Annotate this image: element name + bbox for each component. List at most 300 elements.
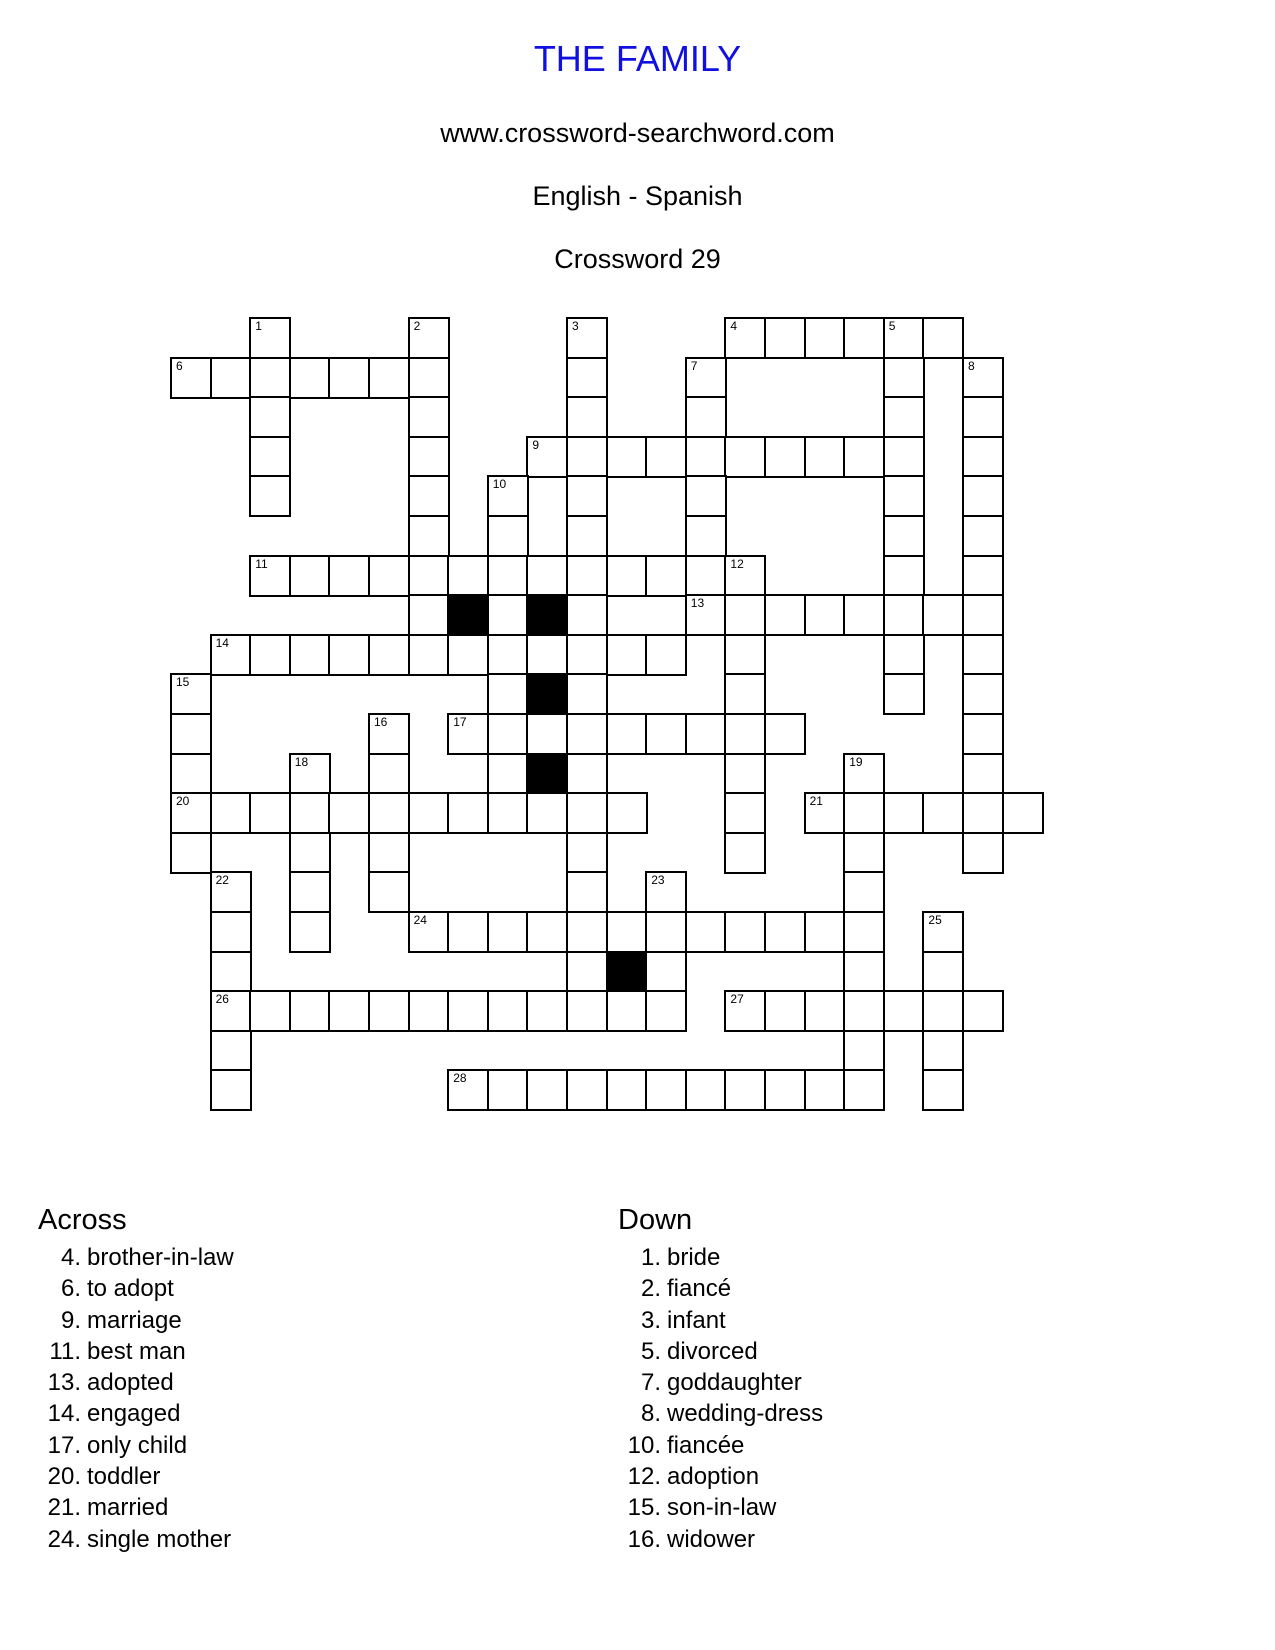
- grid-cell[interactable]: [804, 1069, 846, 1111]
- grid-cell[interactable]: [447, 555, 489, 597]
- grid-cell[interactable]: [368, 792, 410, 834]
- clue-number-label: 6.: [60, 1275, 81, 1303]
- grid-cell[interactable]: [962, 990, 1004, 1032]
- grid-cell[interactable]: [526, 713, 568, 755]
- grid-cell[interactable]: [210, 871, 252, 913]
- clue-number: 17: [453, 715, 467, 729]
- down-clue: [618, 1242, 823, 1273]
- grid-cell[interactable]: [487, 911, 529, 953]
- grid-cell[interactable]: [883, 515, 925, 557]
- clue-number: 24: [413, 913, 427, 927]
- clue-text: adoption: [667, 1463, 760, 1491]
- black-cell: [526, 753, 568, 795]
- grid-cell[interactable]: [883, 317, 925, 359]
- grid-cell[interactable]: [645, 436, 687, 478]
- grid-cell[interactable]: [170, 832, 212, 874]
- grid-cell[interactable]: [249, 634, 291, 676]
- grid-cell[interactable]: [249, 317, 291, 359]
- grid-cell[interactable]: [922, 594, 964, 636]
- grid-cell[interactable]: [962, 555, 1004, 597]
- across-clue: [38, 1461, 234, 1492]
- grid-cell[interactable]: [408, 555, 450, 597]
- grid-cell[interactable]: [685, 475, 727, 517]
- grid-cell[interactable]: [843, 951, 885, 993]
- grid-cell[interactable]: [289, 555, 331, 597]
- grid-cell[interactable]: [487, 515, 529, 557]
- grid-cell[interactable]: [962, 832, 1004, 874]
- grid-cell[interactable]: [962, 594, 1004, 636]
- grid-cell[interactable]: [408, 515, 450, 557]
- clue-number: 12: [730, 556, 744, 571]
- grid-cell[interactable]: [724, 594, 766, 636]
- down-clue: [618, 1336, 823, 1367]
- grid-cell[interactable]: [962, 515, 1004, 557]
- grid-cell[interactable]: [487, 1069, 529, 1111]
- grid-cell[interactable]: [249, 357, 291, 399]
- grid-cell[interactable]: [408, 396, 450, 438]
- grid-cell[interactable]: [566, 436, 608, 478]
- grid-cell[interactable]: [724, 911, 766, 953]
- grid-cell[interactable]: [922, 792, 964, 834]
- clue-number-label: 20.: [47, 1463, 81, 1491]
- down-heading: Down: [618, 1204, 693, 1236]
- grid-cell[interactable]: [724, 753, 766, 795]
- grid-cell[interactable]: [170, 753, 212, 795]
- grid-cell[interactable]: [526, 634, 568, 676]
- grid-cell[interactable]: [922, 1069, 964, 1111]
- across-clue: [38, 1305, 234, 1336]
- black-cell: [447, 594, 489, 636]
- grid-cell[interactable]: [764, 990, 806, 1032]
- grid-cell[interactable]: [962, 634, 1004, 676]
- grid-cell[interactable]: [566, 792, 608, 834]
- clue-text: marriage: [87, 1306, 182, 1334]
- grid-cell[interactable]: [645, 871, 687, 913]
- grid-cell[interactable]: [447, 713, 489, 755]
- grid-cell[interactable]: [843, 832, 885, 874]
- grid-cell[interactable]: [526, 1069, 568, 1111]
- grid-cell[interactable]: [804, 911, 846, 953]
- grid-cell[interactable]: [447, 1069, 489, 1111]
- clue-number: 11: [255, 556, 268, 571]
- grid-cell[interactable]: [843, 436, 885, 478]
- clue-number: 18: [294, 754, 309, 769]
- grid-cell[interactable]: [566, 951, 608, 993]
- clue-number-label: 16.: [627, 1525, 661, 1553]
- across-clue: [38, 1242, 234, 1273]
- clue-text: infant: [667, 1306, 726, 1334]
- grid-cell[interactable]: [447, 792, 489, 834]
- grid-cell[interactable]: [249, 792, 291, 834]
- grid-cell[interactable]: [566, 713, 608, 755]
- grid-cell[interactable]: [843, 911, 885, 953]
- clue-number: 16: [374, 715, 388, 729]
- clue-text: toddler: [87, 1463, 161, 1491]
- grid-cell[interactable]: [447, 634, 489, 676]
- grid-cell[interactable]: [764, 1069, 806, 1111]
- grid-cell[interactable]: [210, 951, 252, 993]
- grid-cell[interactable]: [566, 317, 608, 359]
- grid-cell[interactable]: [566, 832, 608, 874]
- grid-cell[interactable]: [487, 475, 529, 517]
- grid-cell[interactable]: [843, 1030, 885, 1072]
- website-url: www.crossword-searchword.com: [440, 118, 835, 148]
- grid-cell[interactable]: [566, 634, 608, 676]
- grid-cell[interactable]: [883, 357, 925, 399]
- grid-cell[interactable]: [289, 753, 331, 795]
- grid-cell[interactable]: [289, 911, 331, 953]
- clue-number: 5: [888, 319, 896, 333]
- clue-number: 19: [849, 754, 863, 769]
- grid-cell[interactable]: [606, 1069, 648, 1111]
- grid-cell[interactable]: [922, 951, 964, 993]
- down-clue: [618, 1367, 823, 1398]
- grid-cell[interactable]: [408, 792, 450, 834]
- grid-cell[interactable]: [249, 396, 291, 438]
- clue-number: 25: [928, 913, 942, 927]
- grid-cell[interactable]: [487, 990, 529, 1032]
- grid-cell[interactable]: [962, 713, 1004, 755]
- clue-number: 10: [492, 477, 507, 492]
- grid-cell[interactable]: [289, 634, 331, 676]
- grid-cell[interactable]: [764, 594, 806, 636]
- clue-number-label: 21.: [47, 1494, 81, 1522]
- grid-cell[interactable]: [487, 792, 529, 834]
- grid-cell[interactable]: [249, 990, 291, 1032]
- down-clue-list: [618, 1242, 823, 1555]
- grid-cell[interactable]: [843, 594, 885, 636]
- grid-cell[interactable]: [962, 792, 1004, 834]
- clue-number: 2: [413, 319, 421, 333]
- down-clue: [618, 1524, 823, 1555]
- grid-cell[interactable]: [487, 753, 529, 795]
- grid-cell[interactable]: [289, 792, 331, 834]
- down-clue: [618, 1461, 823, 1492]
- clue-text: only child: [87, 1431, 188, 1459]
- across-clues: [38, 1202, 234, 1555]
- grid-cell[interactable]: [328, 792, 370, 834]
- grid-cell[interactable]: [764, 911, 806, 953]
- grid-cell[interactable]: [764, 317, 806, 359]
- clue-number: 1: [255, 319, 262, 333]
- grid-cell[interactable]: [210, 1069, 252, 1111]
- grid-cell[interactable]: [883, 396, 925, 438]
- grid-cell[interactable]: [606, 634, 648, 676]
- grid-cell[interactable]: [883, 792, 925, 834]
- grid-cell[interactable]: [368, 832, 410, 874]
- grid-cell[interactable]: [883, 673, 925, 715]
- across-clue-list: [38, 1242, 234, 1555]
- grid-cell[interactable]: [685, 713, 727, 755]
- grid-cell[interactable]: [249, 436, 291, 478]
- clue-text: engaged: [87, 1400, 181, 1428]
- grid-cell[interactable]: [566, 673, 608, 715]
- grid-cell[interactable]: [526, 792, 568, 834]
- grid-cell[interactable]: [487, 634, 529, 676]
- grid-cell[interactable]: [606, 713, 648, 755]
- clue-number-label: 9.: [60, 1306, 81, 1334]
- grid-cell[interactable]: [210, 990, 252, 1032]
- grid-cell[interactable]: [962, 475, 1004, 517]
- grid-cell[interactable]: [606, 911, 648, 953]
- grid-cell[interactable]: [328, 990, 370, 1032]
- grid-cell[interactable]: [408, 990, 450, 1032]
- grid-cell[interactable]: [408, 475, 450, 517]
- language-pair: English - Spanish: [532, 181, 743, 211]
- clue-text: married: [87, 1494, 169, 1522]
- grid-cell[interactable]: [408, 436, 450, 478]
- grid-cell[interactable]: [804, 990, 846, 1032]
- grid-cell[interactable]: [645, 1069, 687, 1111]
- clue-number: 23: [651, 873, 665, 888]
- black-cell: [526, 673, 568, 715]
- grid-cell[interactable]: [962, 396, 1004, 438]
- grid-cell[interactable]: [685, 436, 727, 478]
- across-clue: [38, 1336, 234, 1367]
- grid-cell[interactable]: [210, 357, 252, 399]
- grid-cell[interactable]: [883, 555, 925, 597]
- grid-cell[interactable]: [487, 594, 529, 636]
- grid-cell[interactable]: [408, 317, 450, 359]
- grid-cell[interactable]: [328, 357, 370, 399]
- clue-text: best man: [87, 1337, 186, 1365]
- grid-cell[interactable]: [447, 990, 489, 1032]
- clue-number: 27: [730, 992, 744, 1007]
- grid-cell[interactable]: [526, 436, 568, 478]
- grid-cell[interactable]: [368, 555, 410, 597]
- grid-cell[interactable]: [210, 1030, 252, 1072]
- clue-number-label: 14.: [47, 1400, 81, 1428]
- clue-text: adopted: [87, 1369, 174, 1397]
- grid-cell[interactable]: [368, 713, 410, 755]
- grid-cell[interactable]: [289, 832, 331, 874]
- grid-cell[interactable]: [645, 634, 687, 676]
- grid-cell[interactable]: [566, 555, 608, 597]
- clue-number: 13: [690, 596, 705, 611]
- grid-cell[interactable]: [883, 594, 925, 636]
- clue-text: to adopt: [87, 1275, 174, 1303]
- grid-cell[interactable]: [566, 1069, 608, 1111]
- clue-text: fiancé: [667, 1275, 732, 1303]
- grid-cell[interactable]: [843, 792, 885, 834]
- grid-cell[interactable]: [170, 673, 212, 715]
- clue-number: 8: [968, 358, 975, 373]
- grid-cell[interactable]: [685, 594, 727, 636]
- grid-cell[interactable]: [922, 317, 964, 359]
- grid-cell[interactable]: [606, 436, 648, 478]
- grid-cell[interactable]: [724, 317, 766, 359]
- grid-cell[interactable]: [289, 990, 331, 1032]
- grid-cell[interactable]: [804, 436, 846, 478]
- across-heading: Across: [38, 1204, 127, 1236]
- grid-cell[interactable]: [487, 555, 529, 597]
- down-clue: [618, 1273, 823, 1304]
- clue-number-label: 8.: [640, 1400, 661, 1428]
- grid-cell[interactable]: [685, 396, 727, 438]
- grid-cell[interactable]: [526, 911, 568, 953]
- grid-cell[interactable]: [606, 555, 648, 597]
- across-clue: [38, 1398, 234, 1429]
- grid-cell[interactable]: [487, 713, 529, 755]
- grid-cell[interactable]: [685, 515, 727, 557]
- clue-text: bride: [667, 1244, 721, 1271]
- down-clue: [618, 1430, 823, 1461]
- grid-cell[interactable]: [843, 753, 885, 795]
- grid-cell[interactable]: [645, 951, 687, 993]
- grid-cell[interactable]: [962, 753, 1004, 795]
- grid-cell[interactable]: [843, 871, 885, 913]
- grid-cell[interactable]: [724, 832, 766, 874]
- across-clue: [38, 1524, 234, 1555]
- across-clue: [38, 1367, 234, 1398]
- clue-number-label: 2.: [640, 1275, 661, 1303]
- clue-text: brother-in-law: [87, 1244, 234, 1271]
- grid-cell[interactable]: [210, 792, 252, 834]
- black-cell: [606, 951, 648, 993]
- grid-cell[interactable]: [408, 594, 450, 636]
- puzzle-title: THE FAMILY: [533, 38, 742, 79]
- clue-number-label: 24.: [47, 1525, 81, 1553]
- clue-number-label: 10.: [627, 1431, 661, 1459]
- grid-cell[interactable]: [606, 792, 648, 834]
- clue-number: 22: [215, 873, 229, 888]
- clue-number: 7: [690, 358, 698, 373]
- clue-number-label: 1.: [640, 1244, 661, 1271]
- grid-cell[interactable]: [408, 911, 450, 953]
- clue-number-label: 15.: [627, 1494, 661, 1522]
- grid-cell[interactable]: [566, 475, 608, 517]
- grid-cell[interactable]: [962, 357, 1004, 399]
- clue-number-label: 7.: [640, 1369, 661, 1397]
- grid-cell[interactable]: [566, 357, 608, 399]
- clue-text: wedding-dress: [667, 1400, 824, 1428]
- clue-number: 4: [730, 319, 738, 333]
- down-clue: [618, 1398, 823, 1429]
- down-clues: [618, 1202, 823, 1555]
- grid-cell[interactable]: [724, 436, 766, 478]
- grid-cell[interactable]: [566, 871, 608, 913]
- clue-number-label: 11.: [49, 1337, 81, 1365]
- grid-cell[interactable]: [843, 990, 885, 1032]
- grid-cell[interactable]: [922, 911, 964, 953]
- clue-number-label: 12.: [627, 1463, 661, 1491]
- grid-cell[interactable]: [804, 317, 846, 359]
- grid-cell[interactable]: [408, 357, 450, 399]
- clue-number-label: 3.: [640, 1306, 661, 1334]
- grid-cell[interactable]: [764, 436, 806, 478]
- grid-cell[interactable]: [645, 713, 687, 755]
- grid-cell[interactable]: [606, 990, 648, 1032]
- grid-cell[interactable]: [685, 357, 727, 399]
- grid-cell[interactable]: [962, 436, 1004, 478]
- grid-cell[interactable]: [289, 871, 331, 913]
- down-clue: [618, 1492, 823, 1523]
- grid-cell[interactable]: [724, 713, 766, 755]
- puzzle-name: Crossword 29: [554, 244, 721, 274]
- grid-cell[interactable]: [368, 634, 410, 676]
- grid-cell[interactable]: [883, 990, 925, 1032]
- grid-cell[interactable]: [922, 1030, 964, 1072]
- clue-number-label: 5.: [640, 1337, 661, 1365]
- grid-cell[interactable]: [685, 911, 727, 953]
- grid-cell[interactable]: [289, 357, 331, 399]
- grid-cell[interactable]: [249, 475, 291, 517]
- grid-cell[interactable]: [328, 555, 370, 597]
- grid-cell[interactable]: [526, 990, 568, 1032]
- grid-cell[interactable]: [843, 317, 885, 359]
- grid-cell[interactable]: [883, 634, 925, 676]
- grid-cell[interactable]: [645, 990, 687, 1032]
- grid-cell[interactable]: [764, 713, 806, 755]
- grid-cell[interactable]: [804, 594, 846, 636]
- grid-cell[interactable]: [804, 792, 846, 834]
- grid-cell[interactable]: [962, 673, 1004, 715]
- grid-cell[interactable]: [645, 555, 687, 597]
- grid-cell[interactable]: [724, 673, 766, 715]
- grid-cell[interactable]: [724, 990, 766, 1032]
- grid-cell[interactable]: [368, 990, 410, 1032]
- grid-cell[interactable]: [210, 634, 252, 676]
- grid-cell[interactable]: [645, 911, 687, 953]
- grid-cell[interactable]: [249, 555, 291, 597]
- clue-number: 6: [176, 358, 183, 373]
- grid-cell[interactable]: [566, 990, 608, 1032]
- grid-cell[interactable]: [487, 673, 529, 715]
- clue-number-label: 13.: [47, 1369, 81, 1397]
- grid-cell[interactable]: [566, 396, 608, 438]
- clue-number: 3: [572, 319, 579, 333]
- grid-cell[interactable]: [724, 555, 766, 597]
- grid-cell[interactable]: [566, 911, 608, 953]
- clue-number: 26: [215, 992, 229, 1007]
- grid-cell[interactable]: [170, 792, 212, 834]
- clue-number: 28: [453, 1071, 467, 1086]
- clue-number-label: 4.: [60, 1244, 81, 1271]
- grid-cell[interactable]: [328, 634, 370, 676]
- grid-cell[interactable]: [883, 436, 925, 478]
- grid-cell[interactable]: [922, 990, 964, 1032]
- clue-number: 21: [809, 794, 823, 809]
- grid-cell[interactable]: [170, 357, 212, 399]
- clue-number: 9: [532, 437, 540, 452]
- grid-cell[interactable]: [724, 1069, 766, 1111]
- grid-cell[interactable]: [566, 753, 608, 795]
- grid-cell[interactable]: [447, 911, 489, 953]
- grid-cell[interactable]: [368, 871, 410, 913]
- grid-cell[interactable]: [883, 475, 925, 517]
- grid-cell[interactable]: [368, 753, 410, 795]
- grid-cell[interactable]: [685, 1069, 727, 1111]
- clue-number-label: 17.: [47, 1431, 81, 1459]
- clue-text: fiancée: [667, 1431, 745, 1459]
- grid-cell[interactable]: [685, 555, 727, 597]
- clue-number: 20: [176, 794, 190, 809]
- across-clue: [38, 1273, 234, 1304]
- grid-cell[interactable]: [566, 594, 608, 636]
- grid-cell[interactable]: [408, 634, 450, 676]
- grid-cell[interactable]: [526, 555, 568, 597]
- grid-cell[interactable]: [724, 634, 766, 676]
- grid-cell[interactable]: [210, 911, 252, 953]
- clue-number: 15: [176, 675, 190, 690]
- clue-text: divorced: [667, 1337, 758, 1365]
- grid-cell[interactable]: [566, 515, 608, 557]
- grid-cell[interactable]: [843, 1069, 885, 1111]
- grid-cell[interactable]: [1002, 792, 1044, 834]
- grid-cell[interactable]: [724, 792, 766, 834]
- grid-cell[interactable]: [170, 713, 212, 755]
- grid-cell[interactable]: [368, 357, 410, 399]
